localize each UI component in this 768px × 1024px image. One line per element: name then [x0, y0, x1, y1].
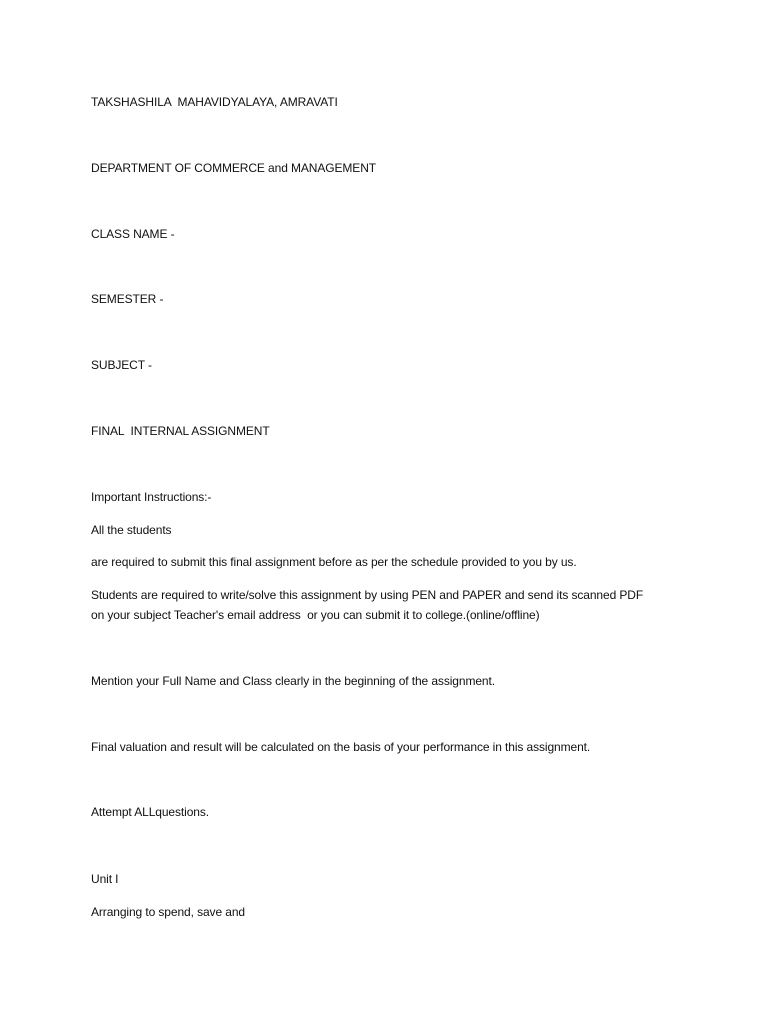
department-name: DEPARTMENT OF COMMERCE and MANAGEMENT [91, 161, 377, 175]
instruction-line: are required to submit this final assignment before as per the schedule provided to you by us. [91, 555, 577, 569]
assignment-title: FINAL INTERNAL ASSIGNMENT [91, 424, 270, 438]
instruction-line: Mention your Full Name and Class clearly in the beginning of the assignment. [91, 674, 495, 688]
instructions-heading: Important Instructions:- [91, 490, 212, 504]
instruction-line: Final valuation and result will be calculated on the basis of your performance in this assignment. [91, 740, 591, 754]
instruction-line: Students are required to write/solve this assignment by using PEN and PAPER and send its scanned PDF [91, 588, 644, 602]
unit-heading: Unit I [91, 872, 119, 886]
unit-text: Arranging to spend, save and [91, 905, 245, 919]
instruction-line: Attempt ALLquestions. [91, 805, 209, 819]
class-name-field: CLASS NAME - [91, 227, 175, 241]
subject-field: SUBJECT - [91, 358, 152, 372]
instruction-line: All the students [91, 523, 172, 537]
semester-field: SEMESTER - [91, 292, 164, 306]
instruction-line: on your subject Teacher's email address or you can submit it to college.(online/offline) [91, 608, 540, 622]
college-name: TAKSHASHILA MAHAVIDYALAYA, AMRAVATI [91, 95, 338, 109]
